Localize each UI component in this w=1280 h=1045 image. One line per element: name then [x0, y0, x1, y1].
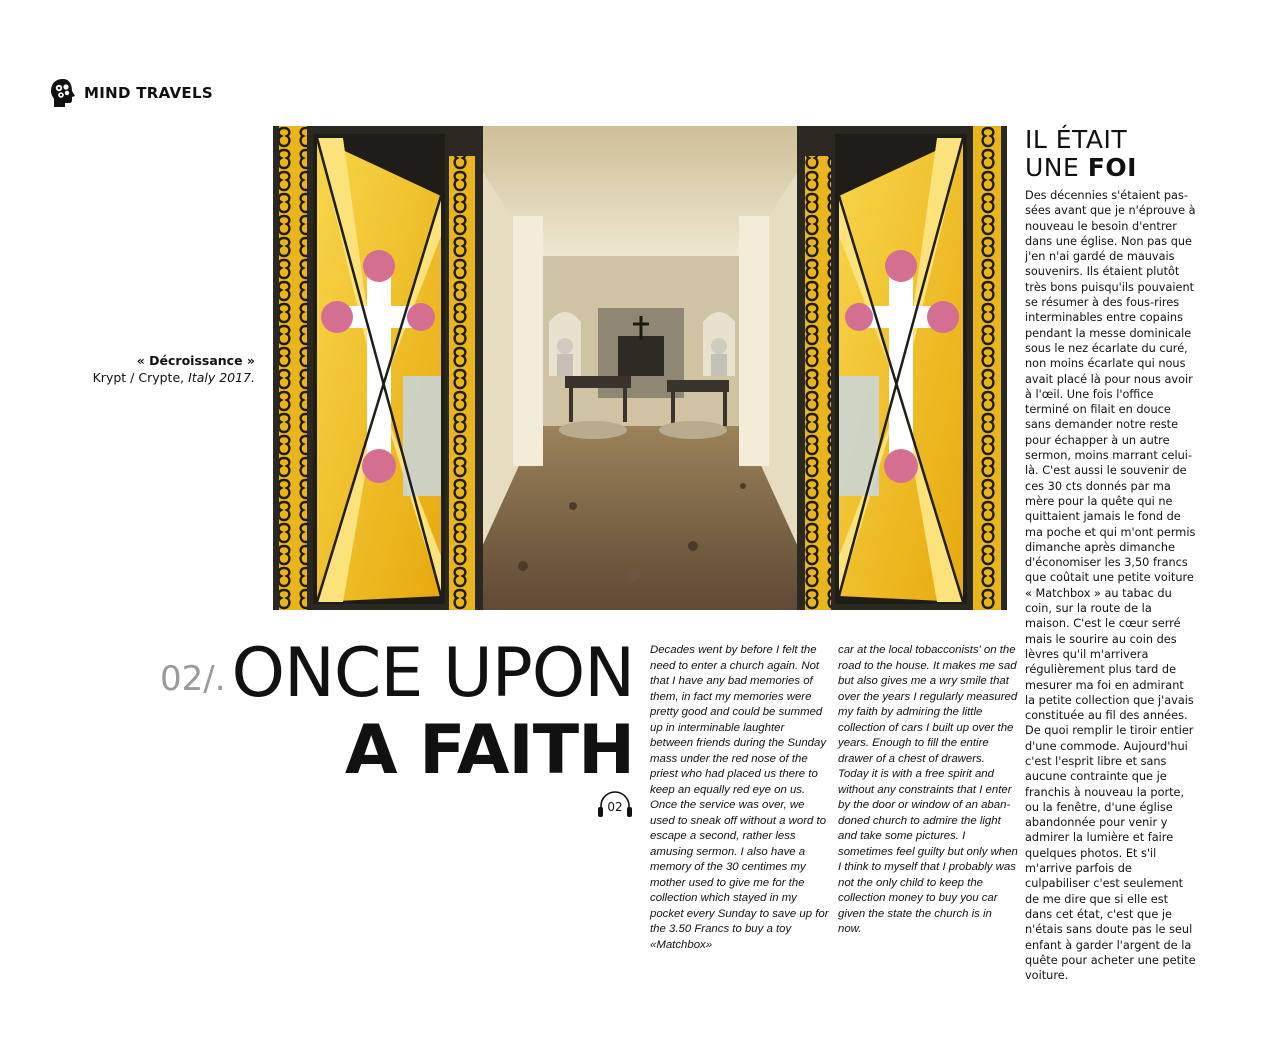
- title-text-1: ONCE UPON: [231, 634, 635, 713]
- caption-details: Krypt / Crypte, Italy 2017.: [92, 370, 255, 385]
- head-icon: [50, 78, 76, 108]
- title-line-2: A FAITH: [344, 711, 634, 790]
- caption-place-de: Krypt: [92, 370, 127, 385]
- article-title: [160, 634, 635, 790]
- french-heading-line-1: IL ÉTAIT: [1025, 125, 1128, 154]
- french-heading-une: UNE: [1025, 153, 1080, 182]
- title-line-1: [160, 636, 634, 717]
- audio-badge[interactable]: [597, 789, 633, 819]
- french-heading-foi: FOI: [1087, 153, 1137, 182]
- brand-header: [50, 78, 213, 108]
- photo-caption: [93, 352, 255, 386]
- french-body: [1025, 188, 1197, 983]
- brand-name: MIND TRAVELS: [84, 84, 213, 102]
- crypt-photo: [273, 126, 1007, 610]
- english-column-1: [650, 643, 830, 953]
- english-text-1: Decades went by before I felt the need to enter a church again. Not that I have any bad memories of them, in fact my memories were pretty good and could be summed up in interminable laughter between friends during the Sunday mass under the red nose of the priest who had placed us there to keep an equally red eye on us. Once the service was over, we used to sneak off without a word to escape a second, rather less amusing sermon. I also have a memory of the 30 centimes my mother used to give me for the collection which stayed in my pocket every Sunday to save up for the 3.50 Francs to buy a toy «Matchbox»: [650, 644, 829, 951]
- english-text-2: car at the local tobacconists' on the road to the house. It makes me sad but also gives me a wry smile that over the years I regularly measured my faith by admiring the little collection of cars I built up over the years. Enough to fill the entire drawer of a chest of drawers. Today it is with a free spirit and without any constraints that I enter by the door or window of an aban-doned church to admire the light and take some pictures. I sometimes feel guilty but only when I think to myself that I probably was not the only child to keep the collection money to buy you car given the state the church is in now.: [838, 644, 1018, 935]
- french-text: Des décennies s'étaient pas-sées avant que je n'éprouve à nouveau le besoin d'entrer dans une église. Non pas que j'en n'ai gardé de mauvais souvenirs. Ils étaient plutôt très bons puisqu'ils pouvaient se résumer à des fous-rires interminables entre copains pendant la messe dominicale sous le nez écarlate du curé, non moins écarlate qui nous avait placé là pour nous avoir à l'œil. Une fois l'office terminé on filait en douce sans demander notre reste pour échapper à un autre sermon, moins marrant celui-là. C'est aussi le souvenir de ces 30 cts donnés par ma mère pour la quête qui ne quittaient jamais le fond de ma poche et qui m'ont permis dimanche après dimanche d'économiser les 3,50 francs que coûtait une petite voiture « Matchbox » au tabac du coin, sur la route de la maison. C'est le cœur serré mais le sourire au coin des lèvres qu'il m'arrivera régulièrement plus tard de mesurer ma foi en admirant la petite collection que j'avais constituée au fil des années. De quoi remplir le tiroir entier d'une commode. Aujourd'hui c'est l'esprit libre et sans aucune contrainte que je franchis à nouveau la porte, ou la fenêtre, d'une église abandonnée pour venir y admirer la lumière et faire quelques photos. Et s'il m'arrive parfois de culpabiliser c'est seulement de me dire que si elle est dans cet état, c'est que je n'étais sans doute pas le seul enfant à garder l'argent de la quête pour acheter une petite voiture.: [1025, 189, 1196, 983]
- audio-number: 02: [607, 800, 623, 814]
- chapter-number: 02/.: [160, 659, 226, 699]
- french-heading: [1025, 126, 1137, 182]
- caption-location: Italy 2017.: [188, 370, 255, 385]
- english-column-2: [838, 643, 1018, 938]
- caption-title: « Décroissance »: [136, 353, 255, 368]
- french-heading-line-2: [1025, 154, 1137, 182]
- caption-place-fr: Crypte,: [138, 370, 185, 385]
- crypt-illustration: [273, 126, 1007, 610]
